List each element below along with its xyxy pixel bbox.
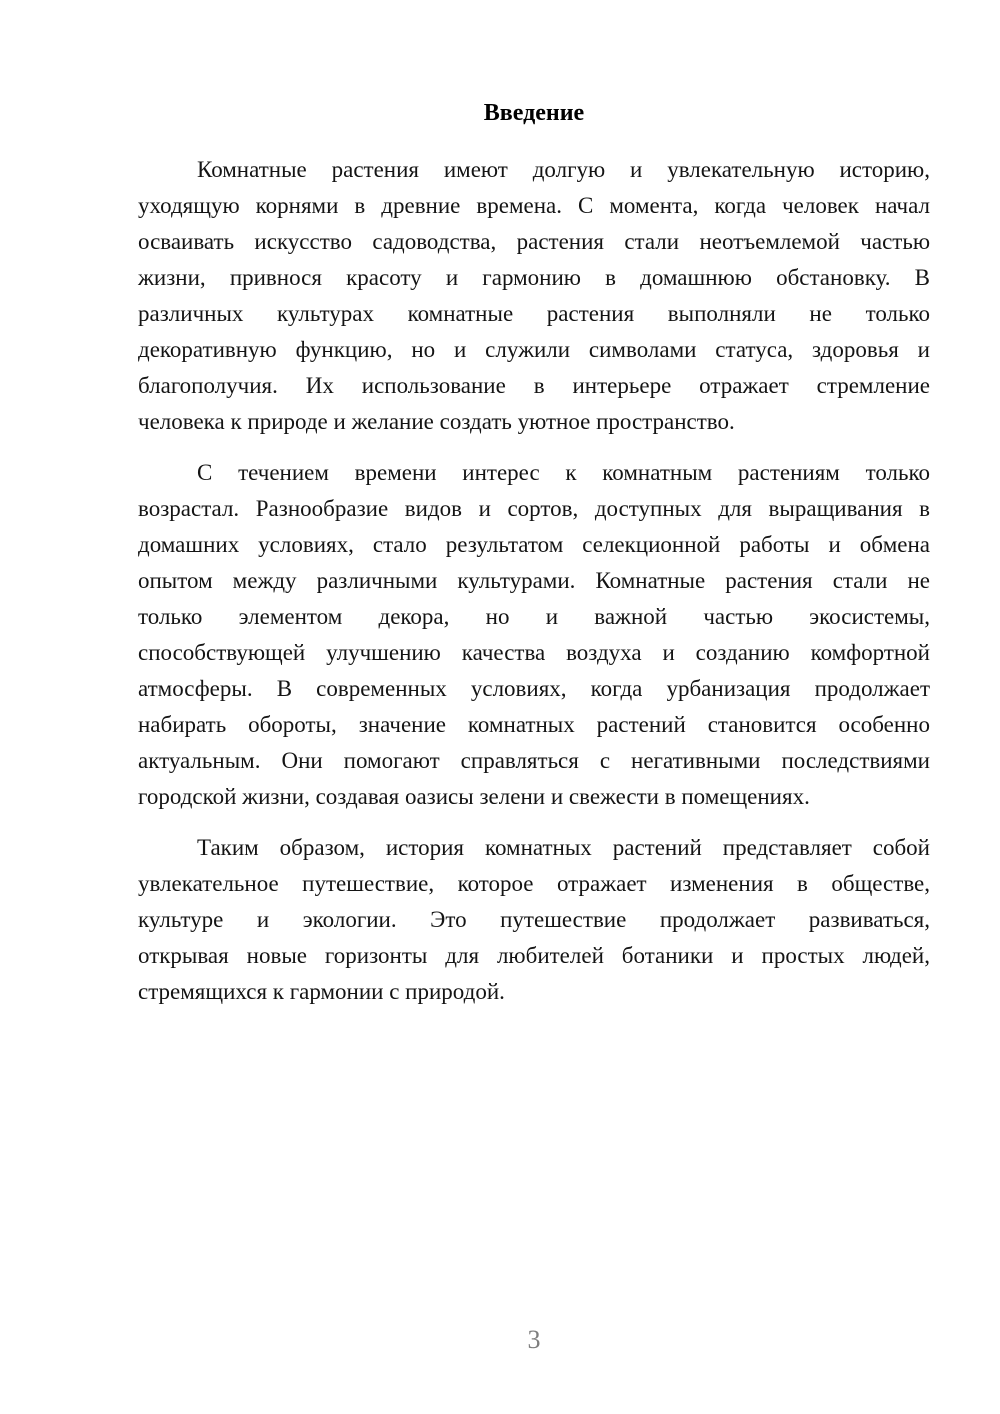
section-heading: Введение bbox=[483, 100, 585, 126]
paragraph-line: декоративную функцию, но и служили символами статуса, здоровья и bbox=[138, 337, 930, 362]
paragraph-line: С течением времени интерес к комнатным растениям только bbox=[197, 460, 930, 485]
paragraph bbox=[138, 830, 930, 1010]
paragraph-line: актуальным. Они помогают справляться с негативными последствиями bbox=[138, 748, 930, 773]
paragraph-line: уходящую корнями в древние времена. С момента, когда человек начал bbox=[138, 193, 930, 218]
paragraph-line: благополучия. Их использование в интерьере отражает стремление bbox=[138, 373, 930, 398]
paragraph-line: человека к природе и желание создать уютное пространство. bbox=[138, 409, 735, 434]
paragraph-line: Таким образом, история комнатных растений представляет собой bbox=[197, 835, 930, 860]
paragraph-line: осваивать искусство садоводства, растения стали неотъемлемой частью bbox=[138, 229, 930, 254]
paragraph-line: только элементом декора, но и важной частью экосистемы, bbox=[138, 604, 930, 629]
paragraph-line: атмосферы. В современных условиях, когда урбанизация продолжает bbox=[138, 676, 930, 701]
paragraph-line: городской жизни, создавая оазисы зелени и свежести в помещениях. bbox=[138, 784, 810, 809]
paragraph-line: набирать обороты, значение комнатных растений становится особенно bbox=[138, 712, 930, 737]
paragraph-line: жизни, привнося красоту и гармонию в домашнюю обстановку. В bbox=[138, 265, 930, 290]
paragraph-line: опытом между различными культурами. Комнатные растения стали не bbox=[138, 568, 930, 593]
paragraph-line: Комнатные растения имеют долгую и увлекательную историю, bbox=[197, 157, 930, 182]
paragraph-line: открывая новые горизонты для любителей ботаники и простых людей, bbox=[138, 943, 930, 968]
paragraph-line: увлекательное путешествие, которое отражает изменения в обществе, bbox=[138, 871, 930, 896]
paragraph bbox=[138, 455, 930, 815]
paragraph-line: домашних условиях, стало результатом селекционной работы и обмена bbox=[138, 532, 930, 557]
document-body bbox=[138, 152, 930, 1010]
paragraph-line: стремящихся к гармонии с природой. bbox=[138, 979, 505, 1004]
paragraph bbox=[138, 152, 930, 440]
paragraph-line: различных культурах комнатные растения выполняли не только bbox=[138, 301, 930, 326]
page-number: 3 bbox=[527, 1325, 541, 1354]
paragraph-line: способствующей улучшению качества воздуха и созданию комфортной bbox=[138, 640, 930, 665]
paragraph-line: возрастал. Разнообразие видов и сортов, доступных для выращивания в bbox=[138, 496, 930, 521]
paragraph-line: культуре и экологии. Это путешествие продолжает развиваться, bbox=[138, 907, 930, 932]
